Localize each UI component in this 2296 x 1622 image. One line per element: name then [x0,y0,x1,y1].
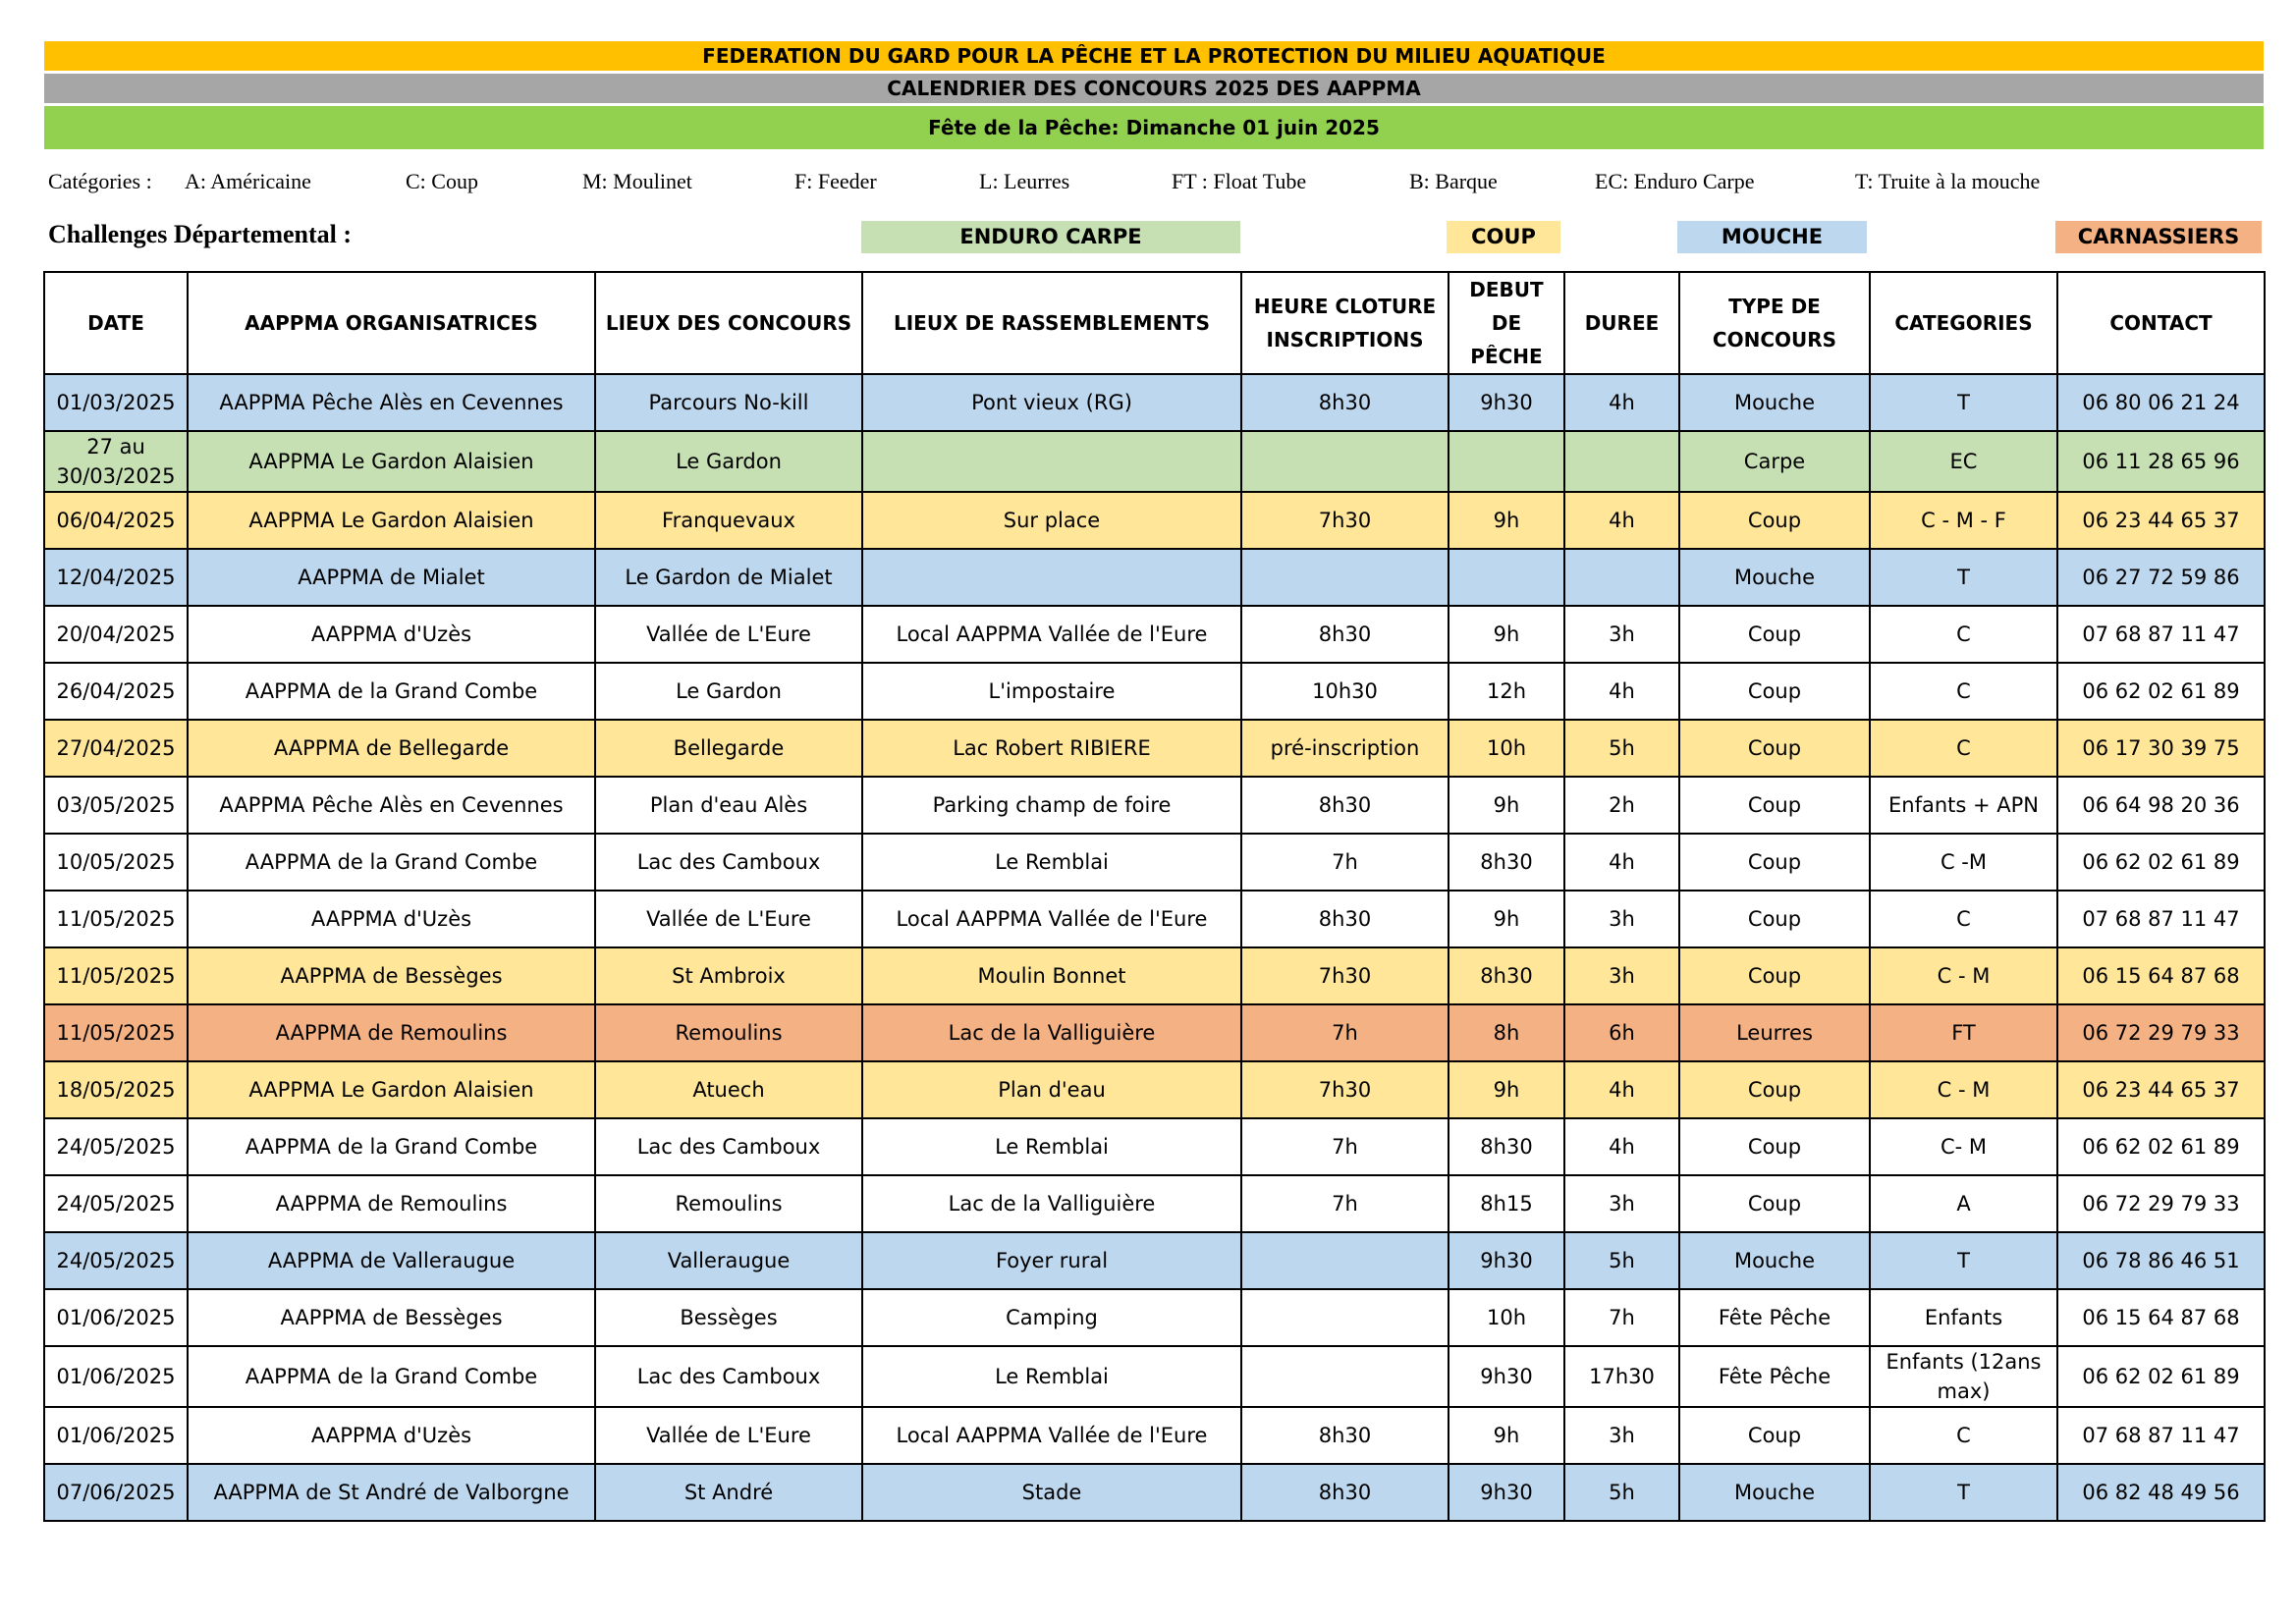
duration-cell: 2h [1564,777,1679,834]
location-cell: Vallée de L'Eure [595,606,862,663]
date-cell: 06/04/2025 [44,492,188,549]
legend-mouche: MOUCHE [1677,221,1867,253]
meeting-point-cell: Plan d'eau [862,1061,1241,1118]
organizer-cell: AAPPMA de Valleraugue [188,1232,595,1289]
date-cell: 07/06/2025 [44,1464,188,1521]
start-time-cell: 9h [1449,606,1564,663]
location-cell: Valleraugue [595,1232,862,1289]
table-row [44,720,2265,777]
table-row [44,1464,2265,1521]
registration-close-cell: 8h30 [1241,374,1449,431]
table-row [44,606,2265,663]
categories-cell: C [1870,891,2057,947]
duration-cell: 6h [1564,1004,1679,1061]
column-header: CATEGORIES [1870,272,2057,374]
date-cell: 01/06/2025 [44,1407,188,1464]
column-header: CONTACT [2057,272,2265,374]
categories-cell: C [1870,606,2057,663]
date-cell: 12/04/2025 [44,549,188,606]
start-time-cell: 9h30 [1449,1346,1564,1407]
contact-cell: 06 15 64 87 68 [2057,947,2265,1004]
meeting-point-cell: Lac de la Valliguière [862,1175,1241,1232]
organizer-cell: AAPPMA de la Grand Combe [188,663,595,720]
registration-close-cell: 8h30 [1241,1464,1449,1521]
type-cell: Coup [1679,834,1870,891]
meeting-point-cell: Pont vieux (RG) [862,374,1241,431]
type-cell: Fête Pêche [1679,1346,1870,1407]
duration-cell: 3h [1564,947,1679,1004]
type-cell: Coup [1679,606,1870,663]
meeting-point-cell: Le Remblai [862,1346,1241,1407]
start-time-cell: 9h [1449,1407,1564,1464]
type-cell: Mouche [1679,374,1870,431]
date-cell: 20/04/2025 [44,606,188,663]
date-cell: 10/05/2025 [44,834,188,891]
meeting-point-cell: Le Remblai [862,1118,1241,1175]
registration-close-cell: 7h [1241,1004,1449,1061]
start-time-cell: 8h30 [1449,947,1564,1004]
organizer-cell: AAPPMA de Remoulins [188,1004,595,1061]
competitions-table [43,271,2266,1522]
contact-cell: 06 62 02 61 89 [2057,1118,2265,1175]
type-cell: Coup [1679,777,1870,834]
duration-cell: 3h [1564,1407,1679,1464]
registration-close-cell: 10h30 [1241,663,1449,720]
contact-cell: 06 23 44 65 37 [2057,1061,2265,1118]
federation-title: FEDERATION DU GARD POUR LA PÊCHE ET LA PROTECTION DU MILIEU AQUATIQUE [44,41,2264,71]
categories-cell: C - M [1870,1061,2057,1118]
meeting-point-cell: Stade [862,1464,1241,1521]
meeting-point-cell: Lac de la Valliguière [862,1004,1241,1061]
column-header: TYPE DE CONCOURS [1679,272,1870,374]
fete-peche-banner: Fête de la Pêche: Dimanche 01 juin 2025 [44,106,2264,149]
registration-close-cell: 8h30 [1241,777,1449,834]
location-cell: Le Gardon [595,431,862,492]
categories-cell: C [1870,720,2057,777]
date-cell: 27/04/2025 [44,720,188,777]
duration-cell: 5h [1564,1232,1679,1289]
registration-close-cell: pré-inscription [1241,720,1449,777]
category-item: B: Barque [1409,169,1498,193]
meeting-point-cell: Foyer rural [862,1232,1241,1289]
contact-cell: 06 15 64 87 68 [2057,1289,2265,1346]
meeting-point-cell: Moulin Bonnet [862,947,1241,1004]
category-item: M: Moulinet [582,169,692,193]
type-cell: Mouche [1679,1232,1870,1289]
organizer-cell: AAPPMA de Bellegarde [188,720,595,777]
start-time-cell: 10h [1449,720,1564,777]
categories-label: Catégories : [48,169,152,193]
categories-cell: Enfants (12ans max) [1870,1346,2057,1407]
category-item: T: Truite à la mouche [1855,169,2041,193]
categories-cell: EC [1870,431,2057,492]
category-item: A: Américaine [185,169,311,193]
organizer-cell: AAPPMA de la Grand Combe [188,834,595,891]
contact-cell: 07 68 87 11 47 [2057,606,2265,663]
column-header: DATE [44,272,188,374]
duration-cell: 17h30 [1564,1346,1679,1407]
meeting-point-cell: Local AAPPMA Vallée de l'Eure [862,1407,1241,1464]
categories-legend [48,169,2268,198]
start-time-cell: 9h30 [1449,374,1564,431]
type-cell: Coup [1679,1175,1870,1232]
column-header: DUREE [1564,272,1679,374]
organizer-cell: AAPPMA de Mialet [188,549,595,606]
table-row [44,1175,2265,1232]
start-time-cell: 8h30 [1449,834,1564,891]
registration-close-cell: 7h [1241,1118,1449,1175]
type-cell: Coup [1679,1407,1870,1464]
duration-cell: 3h [1564,606,1679,663]
meeting-point-cell: Local AAPPMA Vallée de l'Eure [862,606,1241,663]
location-cell: Remoulins [595,1175,862,1232]
contact-cell: 06 62 02 61 89 [2057,663,2265,720]
contact-cell: 06 23 44 65 37 [2057,492,2265,549]
categories-cell: T [1870,1232,2057,1289]
organizer-cell: AAPPMA Pêche Alès en Cevennes [188,374,595,431]
table-row [44,549,2265,606]
categories-cell: T [1870,549,2057,606]
organizer-cell: AAPPMA de la Grand Combe [188,1346,595,1407]
table-row [44,947,2265,1004]
organizer-cell: AAPPMA de St André de Valborgne [188,1464,595,1521]
location-cell: Bellegarde [595,720,862,777]
location-cell: Bessèges [595,1289,862,1346]
contact-cell: 07 68 87 11 47 [2057,1407,2265,1464]
categories-cell: C - M [1870,947,2057,1004]
duration-cell: 4h [1564,834,1679,891]
type-cell: Mouche [1679,1464,1870,1521]
contact-cell: 06 78 86 46 51 [2057,1232,2265,1289]
start-time-cell: 8h [1449,1004,1564,1061]
organizer-cell: AAPPMA Le Gardon Alaisien [188,431,595,492]
start-time-cell [1449,549,1564,606]
start-time-cell: 9h30 [1449,1464,1564,1521]
location-cell: Le Gardon de Mialet [595,549,862,606]
registration-close-cell [1241,1346,1449,1407]
registration-close-cell: 7h [1241,1175,1449,1232]
organizer-cell: AAPPMA d'Uzès [188,1407,595,1464]
contact-cell: 07 68 87 11 47 [2057,891,2265,947]
type-cell: Coup [1679,891,1870,947]
table-row [44,663,2265,720]
categories-cell: C - M - F [1870,492,2057,549]
location-cell: Vallée de L'Eure [595,891,862,947]
registration-close-cell: 7h30 [1241,492,1449,549]
meeting-point-cell: L'impostaire [862,663,1241,720]
duration-cell: 4h [1564,374,1679,431]
registration-close-cell: 7h [1241,834,1449,891]
category-item: FT : Float Tube [1172,169,1307,193]
duration-cell: 5h [1564,1464,1679,1521]
location-cell: Parcours No-kill [595,374,862,431]
start-time-cell: 9h [1449,777,1564,834]
contact-cell: 06 17 30 39 75 [2057,720,2265,777]
contact-cell: 06 72 29 79 33 [2057,1175,2265,1232]
column-header: DEBUT DE PÊCHE [1449,272,1564,374]
type-cell: Coup [1679,663,1870,720]
location-cell: Lac des Camboux [595,834,862,891]
date-cell: 03/05/2025 [44,777,188,834]
location-cell: Lac des Camboux [595,1346,862,1407]
registration-close-cell: 8h30 [1241,891,1449,947]
date-cell: 27 au 30/03/2025 [44,431,188,492]
date-cell: 01/03/2025 [44,374,188,431]
location-cell: St André [595,1464,862,1521]
meeting-point-cell: Camping [862,1289,1241,1346]
organizer-cell: AAPPMA d'Uzès [188,606,595,663]
organizer-cell: AAPPMA de la Grand Combe [188,1118,595,1175]
table-row [44,492,2265,549]
registration-close-cell: 8h30 [1241,1407,1449,1464]
location-cell: Le Gardon [595,663,862,720]
registration-close-cell: 7h30 [1241,947,1449,1004]
registration-close-cell [1241,431,1449,492]
legend-coup: COUP [1447,221,1560,253]
meeting-point-cell [862,549,1241,606]
date-cell: 24/05/2025 [44,1118,188,1175]
start-time-cell: 9h [1449,492,1564,549]
date-cell: 24/05/2025 [44,1232,188,1289]
start-time-cell: 9h30 [1449,1232,1564,1289]
meeting-point-cell: Sur place [862,492,1241,549]
start-time-cell: 8h15 [1449,1175,1564,1232]
calendar-subtitle: CALENDRIER DES CONCOURS 2025 DES AAPPMA [44,74,2264,103]
date-cell: 24/05/2025 [44,1175,188,1232]
table-row [44,1407,2265,1464]
date-cell: 11/05/2025 [44,947,188,1004]
contact-cell: 06 62 02 61 89 [2057,834,2265,891]
contact-cell: 06 64 98 20 36 [2057,777,2265,834]
categories-cell: T [1870,1464,2057,1521]
category-item: EC: Enduro Carpe [1595,169,1755,193]
start-time-cell: 8h30 [1449,1118,1564,1175]
organizer-cell: AAPPMA Le Gardon Alaisien [188,492,595,549]
organizer-cell: AAPPMA Pêche Alès en Cevennes [188,777,595,834]
contact-cell: 06 27 72 59 86 [2057,549,2265,606]
duration-cell: 5h [1564,720,1679,777]
location-cell: Remoulins [595,1004,862,1061]
date-cell: 01/06/2025 [44,1346,188,1407]
contact-cell: 06 82 48 49 56 [2057,1464,2265,1521]
organizer-cell: AAPPMA de Bessèges [188,1289,595,1346]
duration-cell [1564,431,1679,492]
type-cell: Coup [1679,1061,1870,1118]
meeting-point-cell [862,431,1241,492]
location-cell: Franquevaux [595,492,862,549]
table-row [44,1061,2265,1118]
date-cell: 26/04/2025 [44,663,188,720]
duration-cell: 3h [1564,1175,1679,1232]
type-cell: Coup [1679,947,1870,1004]
start-time-cell: 10h [1449,1289,1564,1346]
categories-cell: C [1870,663,2057,720]
date-cell: 11/05/2025 [44,891,188,947]
table-row [44,374,2265,431]
category-item: F: Feeder [794,169,877,193]
table-row [44,1118,2265,1175]
contact-cell: 06 72 29 79 33 [2057,1004,2265,1061]
location-cell: Vallée de L'Eure [595,1407,862,1464]
contact-cell: 06 80 06 21 24 [2057,374,2265,431]
table-row [44,431,2265,492]
date-cell: 01/06/2025 [44,1289,188,1346]
categories-cell: Enfants [1870,1289,2057,1346]
duration-cell: 4h [1564,663,1679,720]
duration-cell: 7h [1564,1289,1679,1346]
registration-close-cell [1241,1289,1449,1346]
type-cell: Leurres [1679,1004,1870,1061]
category-item: L: Leurres [979,169,1070,193]
location-cell: Atuech [595,1061,862,1118]
categories-cell: A [1870,1175,2057,1232]
duration-cell: 4h [1564,492,1679,549]
legend-enduro-carpe: ENDURO CARPE [861,221,1240,253]
meeting-point-cell: Lac Robert RIBIERE [862,720,1241,777]
organizer-cell: AAPPMA Le Gardon Alaisien [188,1061,595,1118]
registration-close-cell [1241,1232,1449,1289]
start-time-cell: 9h [1449,891,1564,947]
registration-close-cell [1241,549,1449,606]
contact-cell: 06 62 02 61 89 [2057,1346,2265,1407]
location-cell: Lac des Camboux [595,1118,862,1175]
categories-cell: C -M [1870,834,2057,891]
table-row [44,1232,2265,1289]
type-cell: Mouche [1679,549,1870,606]
challenges-title: Challenges Départemental : [48,220,353,248]
duration-cell [1564,549,1679,606]
contact-cell: 06 11 28 65 96 [2057,431,2265,492]
categories-cell: Enfants + APN [1870,777,2057,834]
table-row [44,1289,2265,1346]
type-cell: Coup [1679,492,1870,549]
categories-cell: T [1870,374,2057,431]
type-cell: Coup [1679,1118,1870,1175]
table-row [44,1346,2265,1407]
table-header-row [44,272,2265,374]
duration-cell: 4h [1564,1118,1679,1175]
date-cell: 11/05/2025 [44,1004,188,1061]
location-cell: St Ambroix [595,947,862,1004]
meeting-point-cell: Local AAPPMA Vallée de l'Eure [862,891,1241,947]
table-row [44,891,2265,947]
column-header: LIEUX DE RASSEMBLEMENTS [862,272,1241,374]
organizer-cell: AAPPMA d'Uzès [188,891,595,947]
organizer-cell: AAPPMA de Bessèges [188,947,595,1004]
table-row [44,834,2265,891]
category-item: C: Coup [406,169,478,193]
type-cell: Carpe [1679,431,1870,492]
legend-carnassiers: CARNASSIERS [2055,221,2262,253]
organizer-cell: AAPPMA de Remoulins [188,1175,595,1232]
date-cell: 18/05/2025 [44,1061,188,1118]
duration-cell: 3h [1564,891,1679,947]
categories-cell: C [1870,1407,2057,1464]
column-header: AAPPMA ORGANISATRICES [188,272,595,374]
categories-cell: FT [1870,1004,2057,1061]
column-header: LIEUX DES CONCOURS [595,272,862,374]
table-row [44,777,2265,834]
meeting-point-cell: Le Remblai [862,834,1241,891]
location-cell: Plan d'eau Alès [595,777,862,834]
start-time-cell: 12h [1449,663,1564,720]
categories-cell: C- M [1870,1118,2057,1175]
table-row [44,1004,2265,1061]
type-cell: Fête Pêche [1679,1289,1870,1346]
type-cell: Coup [1679,720,1870,777]
registration-close-cell: 8h30 [1241,606,1449,663]
start-time-cell [1449,431,1564,492]
meeting-point-cell: Parking champ de foire [862,777,1241,834]
column-header: HEURE CLOTURE INSCRIPTIONS [1241,272,1449,374]
registration-close-cell: 7h30 [1241,1061,1449,1118]
start-time-cell: 9h [1449,1061,1564,1118]
duration-cell: 4h [1564,1061,1679,1118]
